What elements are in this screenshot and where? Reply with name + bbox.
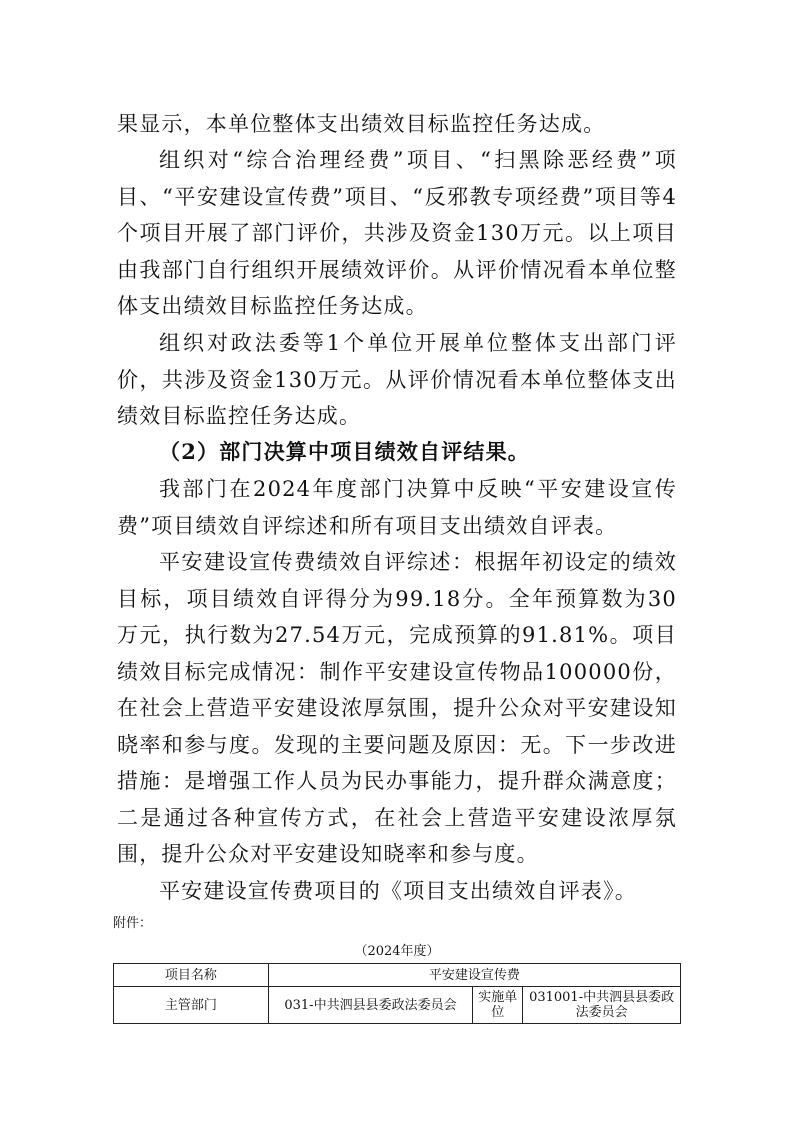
cell-project-name-label: 项目名称: [114, 964, 269, 987]
table-row: [114, 987, 681, 1024]
table-year-caption: （2024年度）: [354, 944, 440, 959]
cell-project-name-value: 平安建设宣传费: [268, 964, 680, 987]
paragraph-4: 我部门在2024年度部门决算中反映“平安建设宣传费”项目绩效自评综述和所有项目支出绩效自评表。: [117, 477, 677, 538]
paragraph-3: 组织对政法委等1个单位开展单位整体支出部门评价，共涉及资金130万元。从评价情况看本单位整体支出绩效目标监控任务达成。: [117, 331, 677, 428]
table-row: [114, 964, 681, 987]
cell-implementing-unit-value: 031001-中共泗县县委政法委员会: [523, 987, 681, 1024]
cell-department-label: 主管部门: [114, 987, 269, 1024]
self-evaluation-table: [113, 963, 681, 1024]
attachment-label: 附件：: [113, 916, 153, 931]
section-heading: （2）部门决算中项目绩效自评结果。: [159, 439, 531, 464]
paragraph-2: 组织对“综合治理经费”项目、“扫黑除恶经费”项目、“平安建设宣传费”项目、“反邪教专项经费”项目等4个项目开展了部门评价，共涉及资金130万元。以上项目由我部门自行组织开展绩效评价。从评价情况看本单位整体支出绩效目标监控任务达成。: [117, 148, 677, 318]
cell-department-value: 031-中共泗县县委政法委员会: [268, 987, 473, 1024]
cell-implementing-unit-label: 实施单位: [473, 987, 523, 1024]
paragraph-1: 果显示，本单位整体支出绩效目标监控任务达成。: [117, 112, 606, 136]
paragraph-6: 平安建设宣传费项目的《项目支出绩效自评表》。: [159, 879, 637, 903]
paragraph-5: 平安建设宣传费绩效自评综述：根据年初设定的绩效目标，项目绩效自评得分为99.18分。全年预算数为30万元，执行数为27.54万元，完成预算的91.81%。项目绩效目标完成情况：制作平安建设宣传物品100000份，在社会上营造平安建设浓厚氛围，提升公众对平安建设知晓率和参与度。发现的主要问题及原因：无。下一步改进措施：是增强工作人员为民办事能力，提升群众满意度；二是通过各种宣传方式，在社会上营造平安建设浓厚氛围，提升公众对平安建设知晓率和参与度。: [117, 550, 677, 866]
